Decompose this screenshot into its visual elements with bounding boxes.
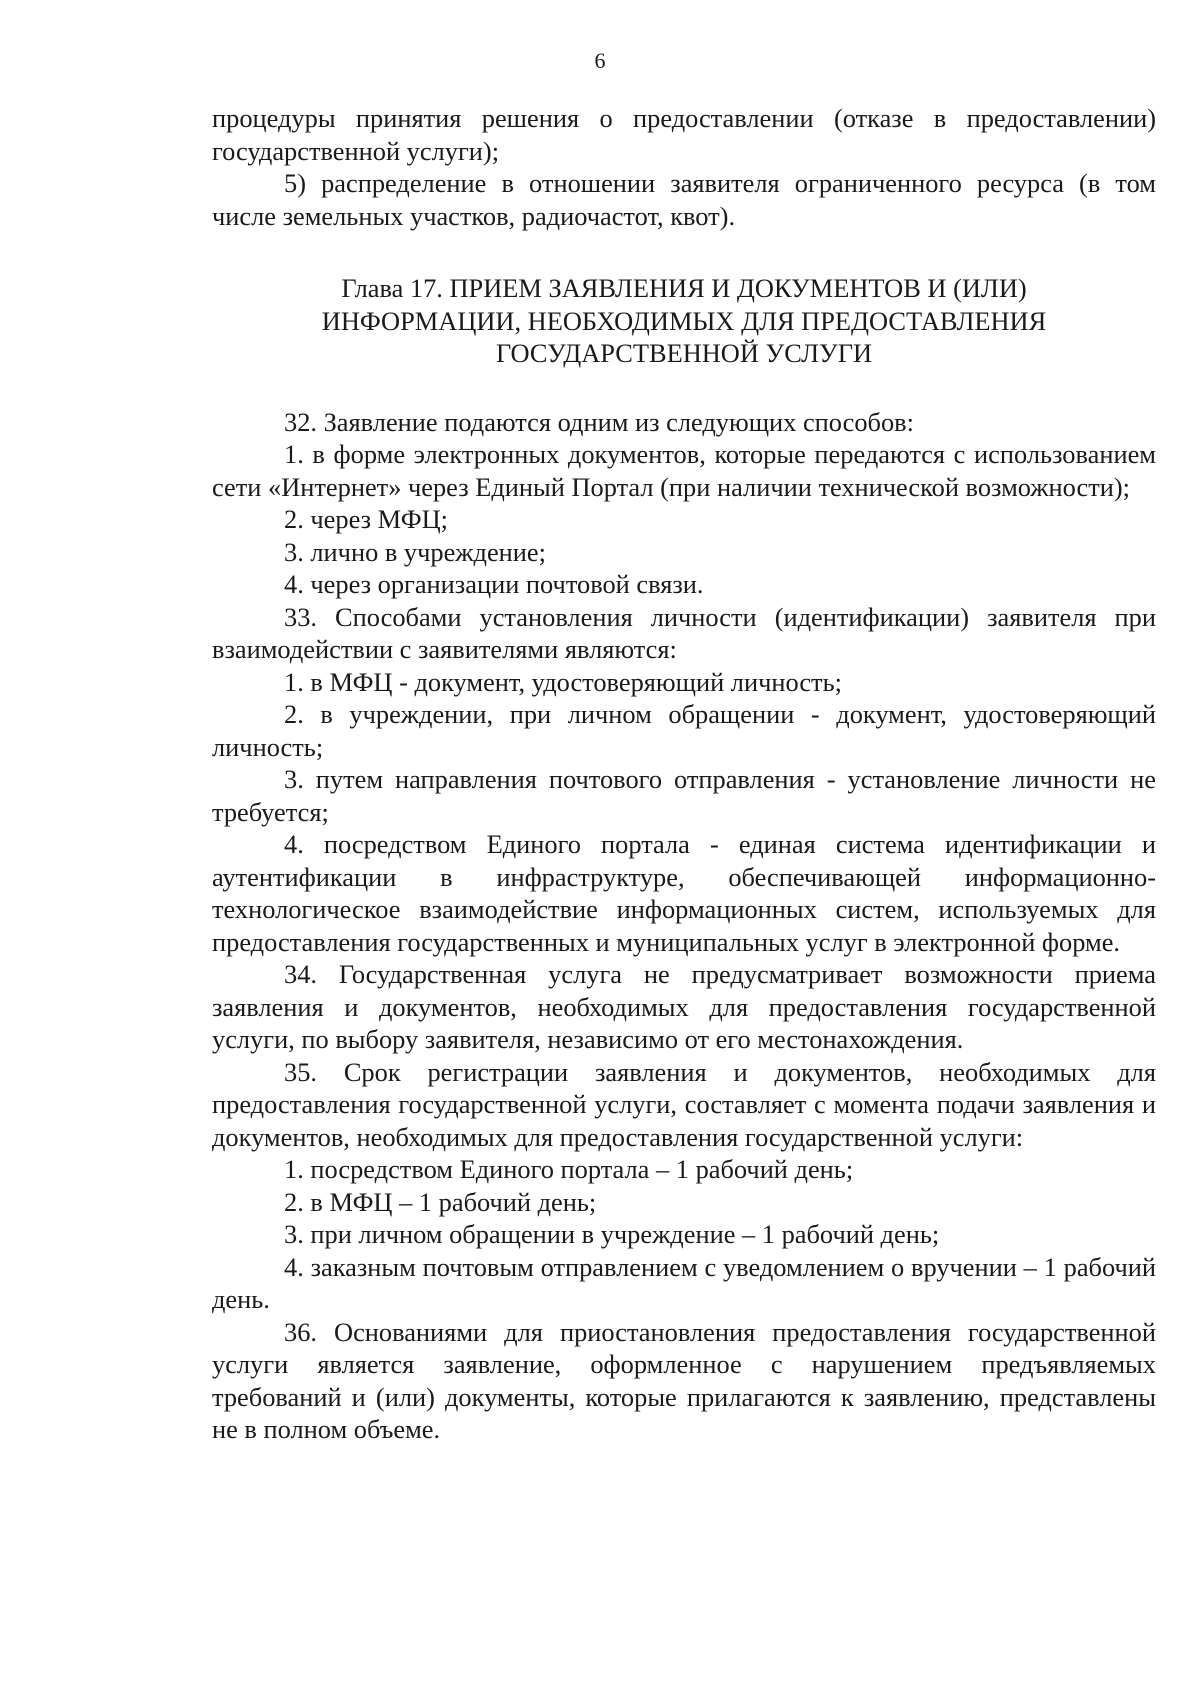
section-33-lead: 33. Способами установления личности (идентификации) заявителя при взаимодействии с заявителями являются: <box>212 601 1156 664</box>
page-number: 6 <box>594 48 606 73</box>
section-32-item-4: 4. через организации почтовой связи. <box>284 569 704 599</box>
section-35-lead: 35. Срок регистрации заявления и документов, необходимых для предоставления государственной услуги, составляет с момента подачи заявления и документов, необходимых для предоставления государственной услуги: <box>212 1056 1156 1152</box>
section-35-item-3: 3. при личном обращении в учреждение – 1 рабочий день; <box>284 1219 940 1249</box>
chapter-heading <box>212 272 1156 370</box>
section-33-item-4: 4. посредством Единого портала - единая система идентификации и аутентификации в инфраструктуре, обеспечивающей информационно-технологическое взаимодействие информационных систем, используемых для предоставления государственных и муниципальных услуг в электронной форме. <box>212 829 1156 957</box>
section-35-item-2: 2. в МФЦ – 1 рабочий день; <box>284 1186 597 1217</box>
section-33-item-3: 3. путем направления почтового отправления - установление личности не требуется; <box>212 764 1156 827</box>
section-35-item-1: 1. посредством Единого портала – 1 рабочий день; <box>284 1154 854 1184</box>
section-32-item-1: 1. в форме электронных документов, которые передаются с использованием сети «Интернет» через Единый Портал (при наличии технической возможности); <box>212 439 1156 502</box>
intro-paragraph-1: процедуры принятия решения о предоставлении (отказе в предоставлении) государственной услуги); <box>212 103 1156 166</box>
section-32-item-3: 3. лично в учреждение; <box>284 536 546 567</box>
section-33-item-2: 2. в учреждении, при личном обращении - документ, удостоверяющий личность; <box>212 699 1156 762</box>
section-36-text: 36. Основаниями для приостановления предоставления государственной услуги является заявление, оформленное с нарушением предъявляемых требований и (или) документы, которые прилагаются к заявлению, представлены не в полном объеме. <box>212 1316 1156 1444</box>
section-33-item-1: 1. в МФЦ - документ, удостоверяющий личность; <box>284 666 842 697</box>
chapter-heading-line-2: ИНФОРМАЦИИ, НЕОБХОДИМЫХ ДЛЯ ПРЕДОСТАВЛЕНИЯ <box>321 305 1047 336</box>
chapter-heading-line-3: ГОСУДАРСТВЕННОЙ УСЛУГИ <box>495 338 873 368</box>
intro-paragraph-2: 5) распределение в отношении заявителя ограниченного ресурса (в том числе земельных участков, радиочастот, квот). <box>212 168 1156 231</box>
chapter-heading-line-1: Глава 17. ПРИЕМ ЗАЯВЛЕНИЯ И ДОКУМЕНТОВ И (ИЛИ) <box>341 273 1027 303</box>
section-34-text: 34. Государственная услуга не предусматривает возможности приема заявления и документов, необходимых для предоставления государственной услуги, по выбору заявителя, независимо от его местонахождения. <box>212 959 1156 1054</box>
section-32-lead: 32. Заявление подаются одним из следующих способов: <box>284 406 914 437</box>
section-32-item-2: 2. через МФЦ; <box>284 504 448 534</box>
document-body <box>212 102 1156 1446</box>
section-35-item-4: 4. заказным почтовым отправлением с уведомлением о вручении – 1 рабочий день. <box>212 1251 1156 1314</box>
